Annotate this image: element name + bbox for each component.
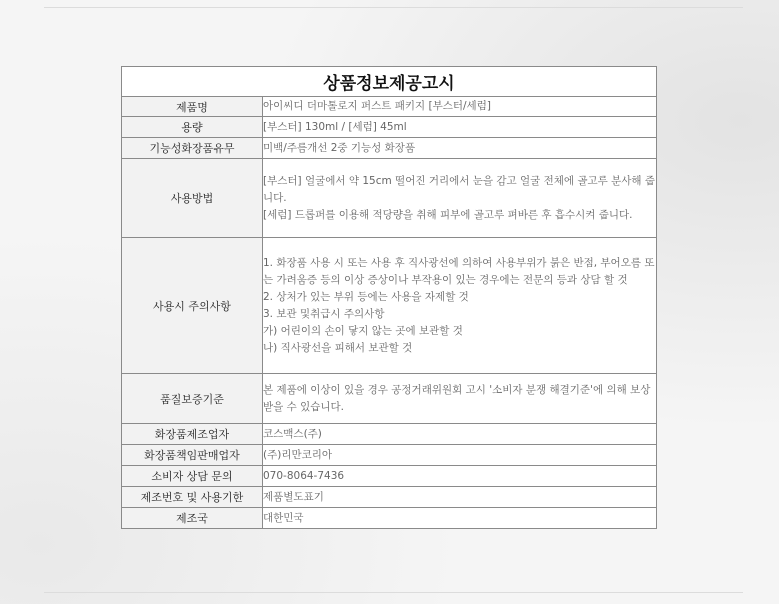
row-value xyxy=(263,138,657,159)
row-label: 품질보증기준 xyxy=(122,374,263,424)
table-row-precautions xyxy=(122,238,657,374)
row-label: 소비자 상담 문의 xyxy=(122,466,263,487)
product-info-notice-table xyxy=(121,66,657,529)
value-line: 가) 어린이의 손이 닿지 않는 곳에 보관할 것 xyxy=(263,324,463,337)
table-row-quality-guarantee xyxy=(122,374,657,424)
value-line: (주)리만코리아 xyxy=(263,448,333,461)
top-divider xyxy=(44,7,743,8)
row-label: 제조국 xyxy=(122,508,263,529)
table-row-functional-cosmetic xyxy=(122,138,657,159)
row-label: 제품명 xyxy=(122,97,263,117)
table-row-customer-service xyxy=(122,466,657,487)
table-row-usage xyxy=(122,159,657,238)
value-line: [부스터] 얼굴에서 약 15cm 떨어진 거리에서 눈을 감고 얼굴 전체에 골고루 분사해 줍니다. xyxy=(263,174,656,204)
table-row-manufacturer xyxy=(122,424,657,445)
value-line: [부스터] 130ml / [세럼] 45ml xyxy=(263,120,407,133)
row-value xyxy=(263,374,657,424)
value-line: 코스맥스(주) xyxy=(263,427,322,440)
row-value xyxy=(263,117,657,138)
row-label: 용량 xyxy=(122,117,263,138)
value-line: 미백/주름개선 2중 기능성 화장품 xyxy=(263,141,416,154)
row-value xyxy=(263,97,657,117)
row-label: 화장품제조업자 xyxy=(122,424,263,445)
value-line: 아이씨디 더마톨로지 퍼스트 패키지 [부스터/세럼] xyxy=(263,100,491,112)
row-label: 사용방법 xyxy=(122,159,263,238)
bottom-divider xyxy=(44,592,743,593)
value-line: 나) 직사광선을 피해서 보관할 것 xyxy=(263,341,413,354)
value-line: 제품별도표기 xyxy=(263,490,324,503)
row-value xyxy=(263,487,657,508)
row-value xyxy=(263,159,657,238)
table-row-product-name xyxy=(122,97,657,117)
row-label: 제조번호 및 사용기한 xyxy=(122,487,263,508)
row-value xyxy=(263,466,657,487)
value-line: 2. 상처가 있는 부위 등에는 사용을 자제할 것 xyxy=(263,290,469,303)
row-value xyxy=(263,238,657,374)
row-label: 화장품책임판매업자 xyxy=(122,445,263,466)
value-line: 1. 화장품 사용 시 또는 사용 후 직사광선에 의하여 사용부위가 붉은 반점, 부어오름 또는 가려움증 등의 이상 증상이나 부작용이 있는 경우에는 전문의 등과 상담 할 것 xyxy=(263,256,655,286)
value-line: 본 제품에 이상이 있을 경우 공정거래위원회 고시 '소비자 분쟁 해결기준'에 의해 보상받을 수 있습니다. xyxy=(263,383,651,413)
table-row-distributor xyxy=(122,445,657,466)
value-line: 070-8064-7436 xyxy=(263,469,345,482)
value-line: 3. 보관 및취급시 주의사항 xyxy=(263,307,385,320)
table-row-country xyxy=(122,508,657,529)
row-label: 사용시 주의사항 xyxy=(122,238,263,374)
table-title: 상품정보제공고시 xyxy=(122,67,657,97)
value-line: 대한민국 xyxy=(263,511,304,524)
row-value xyxy=(263,445,657,466)
row-value xyxy=(263,424,657,445)
table-row-lot-expiry xyxy=(122,487,657,508)
table-row-capacity xyxy=(122,117,657,138)
value-line: [세럼] 드롭퍼를 이용해 적당량을 취해 피부에 골고루 펴바른 후 흡수시켜 줍니다. xyxy=(263,208,633,221)
row-label: 기능성화장품유무 xyxy=(122,138,263,159)
row-value xyxy=(263,508,657,529)
